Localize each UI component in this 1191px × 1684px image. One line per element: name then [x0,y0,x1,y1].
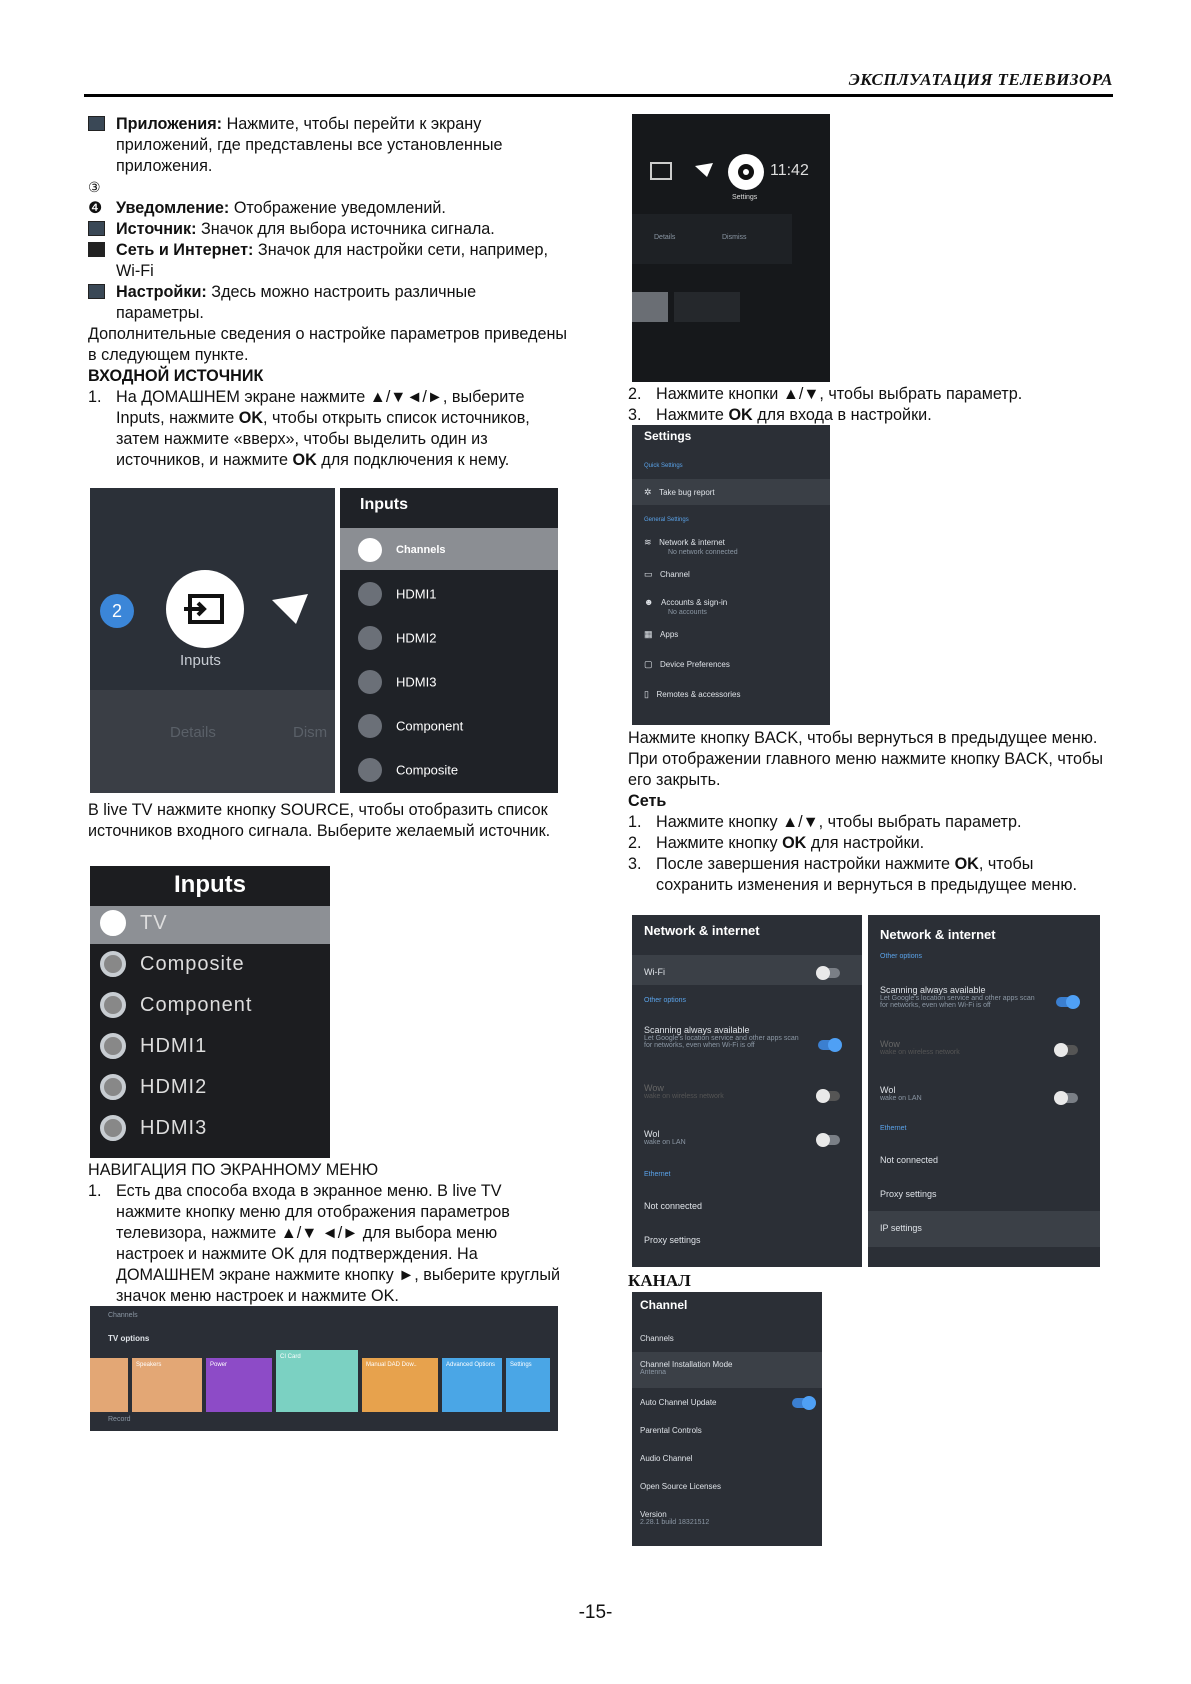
tv-option-tile[interactable] [276,1350,358,1412]
radio-icon [100,1115,126,1141]
radio-icon [100,951,126,977]
step-text: Нажмите кнопку ▲/▼, чтобы выбрать параметр. [656,813,1022,831]
badge: 2 [100,594,134,628]
step-number: 2. [628,834,642,852]
network-left-screenshot [632,915,862,1267]
tile-label: Speakers [136,1362,162,1368]
ok-key: OK [292,451,317,469]
nav-section [88,1160,568,1307]
step-text: для подключения к нему. [316,451,510,469]
input-source-icon [166,570,244,648]
install-row[interactable] [640,1360,733,1376]
radio-icon [100,992,126,1018]
notif-card [632,214,792,264]
inputs-tv-item[interactable] [100,1074,207,1100]
step-number: 3. [628,406,642,424]
bug-label: Take bug report [659,488,715,497]
ethernet-label: Ethernet [880,1125,907,1132]
account-icon: ☻ [644,597,654,607]
step-text: Нажмите кнопки ▲/▼, чтобы выбрать параметр. [656,385,1023,403]
scan-sub: Let Google's location service and other apps scan for networks, even when Wi-Fi is off [644,1035,799,1049]
input-icon [358,758,382,782]
not-connected: Not connected [880,1155,939,1165]
wow-row[interactable] [880,1039,960,1056]
tv-option-tile[interactable] [442,1358,502,1412]
net-title: Сеть и Интернет: [116,241,254,259]
scan-row[interactable] [880,985,1040,1009]
scan-sub: Let Google's location service and other apps scan for networks, even when Wi-Fi is off [880,995,1035,1009]
inputs-menu-label: HDMI2 [396,630,437,646]
tv-options-screenshot [90,1306,558,1431]
wol-row[interactable] [644,1129,686,1146]
dismiss-label: Dism [293,724,328,741]
input-heading: ВХОДНОЙ ИСТОЧНИК [88,367,264,385]
wow-toggle[interactable] [818,1091,840,1101]
page-number: -15- [578,1602,613,1623]
wow-label: Wow [644,1083,664,1093]
channel-label: Channel [660,570,690,579]
install-sub: Antenna [640,1369,667,1376]
wol-row[interactable] [880,1085,922,1102]
scan-toggle[interactable] [818,1040,840,1050]
inputs-menu-item[interactable] [358,582,436,608]
gear-icon [88,284,105,299]
input-icon [358,714,382,738]
version-row [640,1510,709,1526]
channel-title: Channel [640,1298,688,1312]
wol-toggle[interactable] [1056,1093,1078,1103]
inputs-tv-item[interactable] [100,992,252,1018]
steps-2-3 [628,384,1108,426]
proxy-settings[interactable]: Proxy settings [880,1189,937,1199]
inputs-tv-label: HDMI1 [140,1034,208,1057]
home-screenshot [90,488,335,793]
wow-toggle[interactable] [1056,1045,1078,1055]
network-label: Network & internet [659,538,725,547]
step-number: 3. [628,855,642,873]
remotes-row[interactable] [644,689,741,700]
marker-4: ❹ [88,199,103,217]
inputs-menu-item[interactable] [358,626,436,652]
nav-heading: НАВИГАЦИЯ ПО ЭКРАННОМУ МЕНЮ [88,1161,379,1179]
radio-icon [100,1033,126,1059]
inputs-tv-item[interactable] [100,1115,207,1141]
radio-icon [100,910,126,936]
step-number: 1. [88,1182,102,1200]
grid-icon: ▦ [644,629,653,639]
channels-item[interactable]: Channels [640,1334,674,1343]
oss-item[interactable]: Open Source Licenses [640,1482,721,1491]
inputs-tv-title: Inputs [174,871,246,898]
apps-icon [88,116,105,131]
livetv-text: В live TV нажмите кнопку SOURCE, чтобы отобразить список источников входного сигнала. Выберите желаемый источник. [88,801,551,840]
tv-icon: ▭ [644,569,653,579]
clock: 11:42 [770,162,809,179]
inputs-menu-label: Channels [396,544,446,556]
scan-label: Scanning always available [644,1025,750,1035]
network-sub: No network connected [668,549,738,556]
app-tile [632,292,668,322]
tile-label: Advanced Options [446,1362,496,1368]
step-text: Нажмите кнопку [656,834,783,852]
network-title: Network & internet [880,927,996,942]
wifi-label: Wi-Fi [644,967,665,977]
ok-key: OK [238,409,264,427]
details-bar [90,690,335,793]
source-icon [88,221,105,236]
settings-caption: Settings [732,194,758,201]
tile-label: CI Card [280,1354,301,1360]
inputs-menu-item[interactable] [358,538,446,564]
input-icon [358,582,382,606]
inputs-menu-item[interactable] [358,714,463,740]
source-title: Источник: [116,220,197,238]
device-label: Device Preferences [660,660,730,669]
inputs-tv-item[interactable] [100,910,168,936]
wol-label: Wol [644,1129,660,1139]
ip-settings[interactable]: IP settings [880,1223,922,1233]
wifi-toggle[interactable] [818,968,840,978]
notif-text: Отображение уведомлений. [233,199,446,217]
display-icon: ▢ [644,659,653,669]
scan-row[interactable] [644,1025,804,1049]
details-label: Details [654,234,676,241]
inputs-tv-label: Composite [140,952,245,975]
wifi-icon: ≋ [644,537,652,547]
wow-label: Wow [880,1039,900,1049]
device-row[interactable] [644,659,730,670]
wow-row[interactable] [644,1083,724,1100]
gear-icon[interactable] [728,154,764,190]
network-title: Network & internet [644,923,760,938]
step-number: 1. [88,388,102,406]
header-rule [84,94,1113,97]
tv-option-tile[interactable] [362,1358,438,1412]
accounts-row[interactable] [644,597,727,607]
quick-settings-label: Quick Settings [644,463,683,469]
network-row[interactable] [644,537,725,548]
inputs-menu-label: HDMI1 [396,586,437,602]
inputs-tv-item[interactable] [100,951,245,977]
step-text: для входа в настройки. [752,406,932,424]
wifi-icon [88,242,105,257]
wol-toggle[interactable] [818,1135,840,1145]
inputs-menu-title: Inputs [360,496,408,513]
notif-title: Уведомление: [116,199,230,217]
back-text: Нажмите кнопку BACK, чтобы вернуться в предыдущее меню. При отображении главного меню нажмите кнопку BACK, чтобы его закрыть. [628,729,1103,789]
not-connected: Not connected [644,1201,703,1211]
install-label: Channel Installation Mode [640,1360,733,1369]
apps-text: Нажмите, чтобы перейти к экрану приложений, где представлены все установленные приложения. [116,115,503,175]
nav-step-text: Есть два способа входа в экранное меню. В live TV нажмите кнопку меню для отображения параметров телевизора, нажмите ▲/▼ ◄/► для выбора меню настроек и нажмите OK для подтверждения. На ДОМАШНЕМ экране нажмите кнопку ►, выберите круглый значок меню настроек и нажмите OK. [116,1182,561,1305]
channel-row[interactable] [644,569,690,580]
inputs-tv-item[interactable] [100,1033,207,1059]
inputs-menu-label: HDMI3 [396,674,437,690]
tile-partial [90,1358,128,1412]
step-text: Нажмите [656,406,729,424]
step-text: для настройки. [806,834,925,852]
ok-key: OK [782,834,807,852]
inputs-menu-label: Component [396,718,464,734]
version-label: Version [640,1510,667,1519]
other-options-label: Other options [644,997,687,1004]
settings-title: Settings [644,429,692,443]
wol-label: Wol [880,1085,896,1095]
settings-menu-screenshot [632,425,830,725]
tv-option-tile[interactable] [132,1358,202,1412]
parental-item[interactable]: Parental Controls [640,1426,702,1435]
apps-row[interactable] [644,629,678,640]
step-text: На ДОМАШНЕМ экране нажмите ▲/▼◄/►, выберите Inputs, нажмите [116,388,525,427]
channel-menu-screenshot [632,1292,822,1546]
inputs-tv-label: Component [140,993,253,1016]
accounts-sub: No accounts [668,609,707,616]
tv-options-title: TV options [108,1334,150,1343]
wol-sub: wake on LAN [880,1095,922,1102]
more-info-text: Дополнительные сведения о настройке параметров приведены в следующем пункте. [88,325,568,364]
other-options-label: Other options [880,953,923,960]
auto-update-label: Auto Channel Update [640,1398,717,1407]
network-right-screenshot [868,915,1100,1267]
remotes-label: Remotes & accessories [656,690,741,699]
auto-update-toggle[interactable] [792,1398,814,1408]
step-text: После завершения настройки нажмите [656,855,955,873]
ethernet-label: Ethernet [644,1171,671,1178]
bug-row[interactable] [644,487,715,498]
scan-toggle[interactable] [1056,997,1078,1007]
ok-key: OK [728,406,753,424]
apps-label: Apps [660,630,679,639]
step-number: 2. [628,385,642,403]
tile-label: Manual DAD Dow.. [366,1362,417,1368]
proxy-settings[interactable]: Proxy settings [644,1235,701,1245]
step-text: , чтобы открыть список источников, затем нажмите «вверх», чтобы выделить один из источников, и нажмите [116,409,530,469]
apps-item [88,114,568,471]
page-header: ЭКСПЛУАТАЦИЯ ТЕЛЕВИЗОРА [848,70,1113,89]
inputs-label: Inputs [180,652,221,669]
input-icon [358,670,382,694]
wow-sub: wake on wireless network [880,1049,960,1056]
ok-key: OK [954,855,979,873]
inputs-tv-label: HDMI2 [140,1075,208,1098]
wol-sub: wake on LAN [644,1139,686,1146]
wifi-icon [270,592,310,631]
scan-label: Scanning always available [880,985,986,995]
step-number: 1. [628,813,642,831]
wow-sub: wake on wireless network [644,1093,724,1100]
dismiss-label: Dismiss [722,234,747,241]
general-label: General Settings [644,517,689,523]
inputs-menu-screenshot [340,488,558,793]
inputs-menu-item[interactable] [358,670,436,696]
inputs-tv-screenshot [90,866,330,1158]
accounts-label: Accounts & sign-in [661,598,728,607]
tile-label: Power [210,1362,228,1368]
network-section [628,728,1113,896]
version-sub: 2.28.1 build 18321512 [640,1519,710,1526]
source-text: Значок для выбора источника сигнала. [200,220,495,238]
record-label: Record [108,1416,131,1423]
apps-title: Приложения: [116,115,223,133]
details-label: Details [170,724,216,741]
marker-3: ③ [88,179,101,195]
settings-title: Настройки: [116,283,207,301]
settings-text: Здесь можно настроить различные параметры. [116,283,477,322]
audio-channel-item[interactable]: Audio Channel [640,1454,693,1463]
tile-label: Settings [510,1362,532,1368]
crumb: Channels [108,1312,138,1319]
input-icon [650,162,672,180]
step-text: , чтобы сохранить изменения и вернуться в предыдущее меню. [656,855,1077,894]
input-icon [358,538,382,562]
add-tile [674,292,740,322]
net-text: Значок для настройки сети, например, Wi-Fi [116,241,548,280]
inputs-menu-item[interactable] [358,758,458,784]
radio-icon [100,1074,126,1100]
bug-icon: ✲ [644,487,652,497]
input-icon [358,626,382,650]
remote-icon: ▯ [644,689,649,699]
channel-heading: КАНАЛ [628,1271,691,1290]
tv-option-tile[interactable] [206,1358,272,1412]
tv-option-tile[interactable] [506,1358,550,1412]
inputs-tv-label: HDMI3 [140,1116,208,1139]
inputs-tv-label: TV [140,911,168,934]
inputs-menu-label: Composite [396,762,459,778]
wifi-icon [694,162,714,183]
top-bar-screenshot [632,114,830,382]
net-heading: Сеть [628,792,667,810]
